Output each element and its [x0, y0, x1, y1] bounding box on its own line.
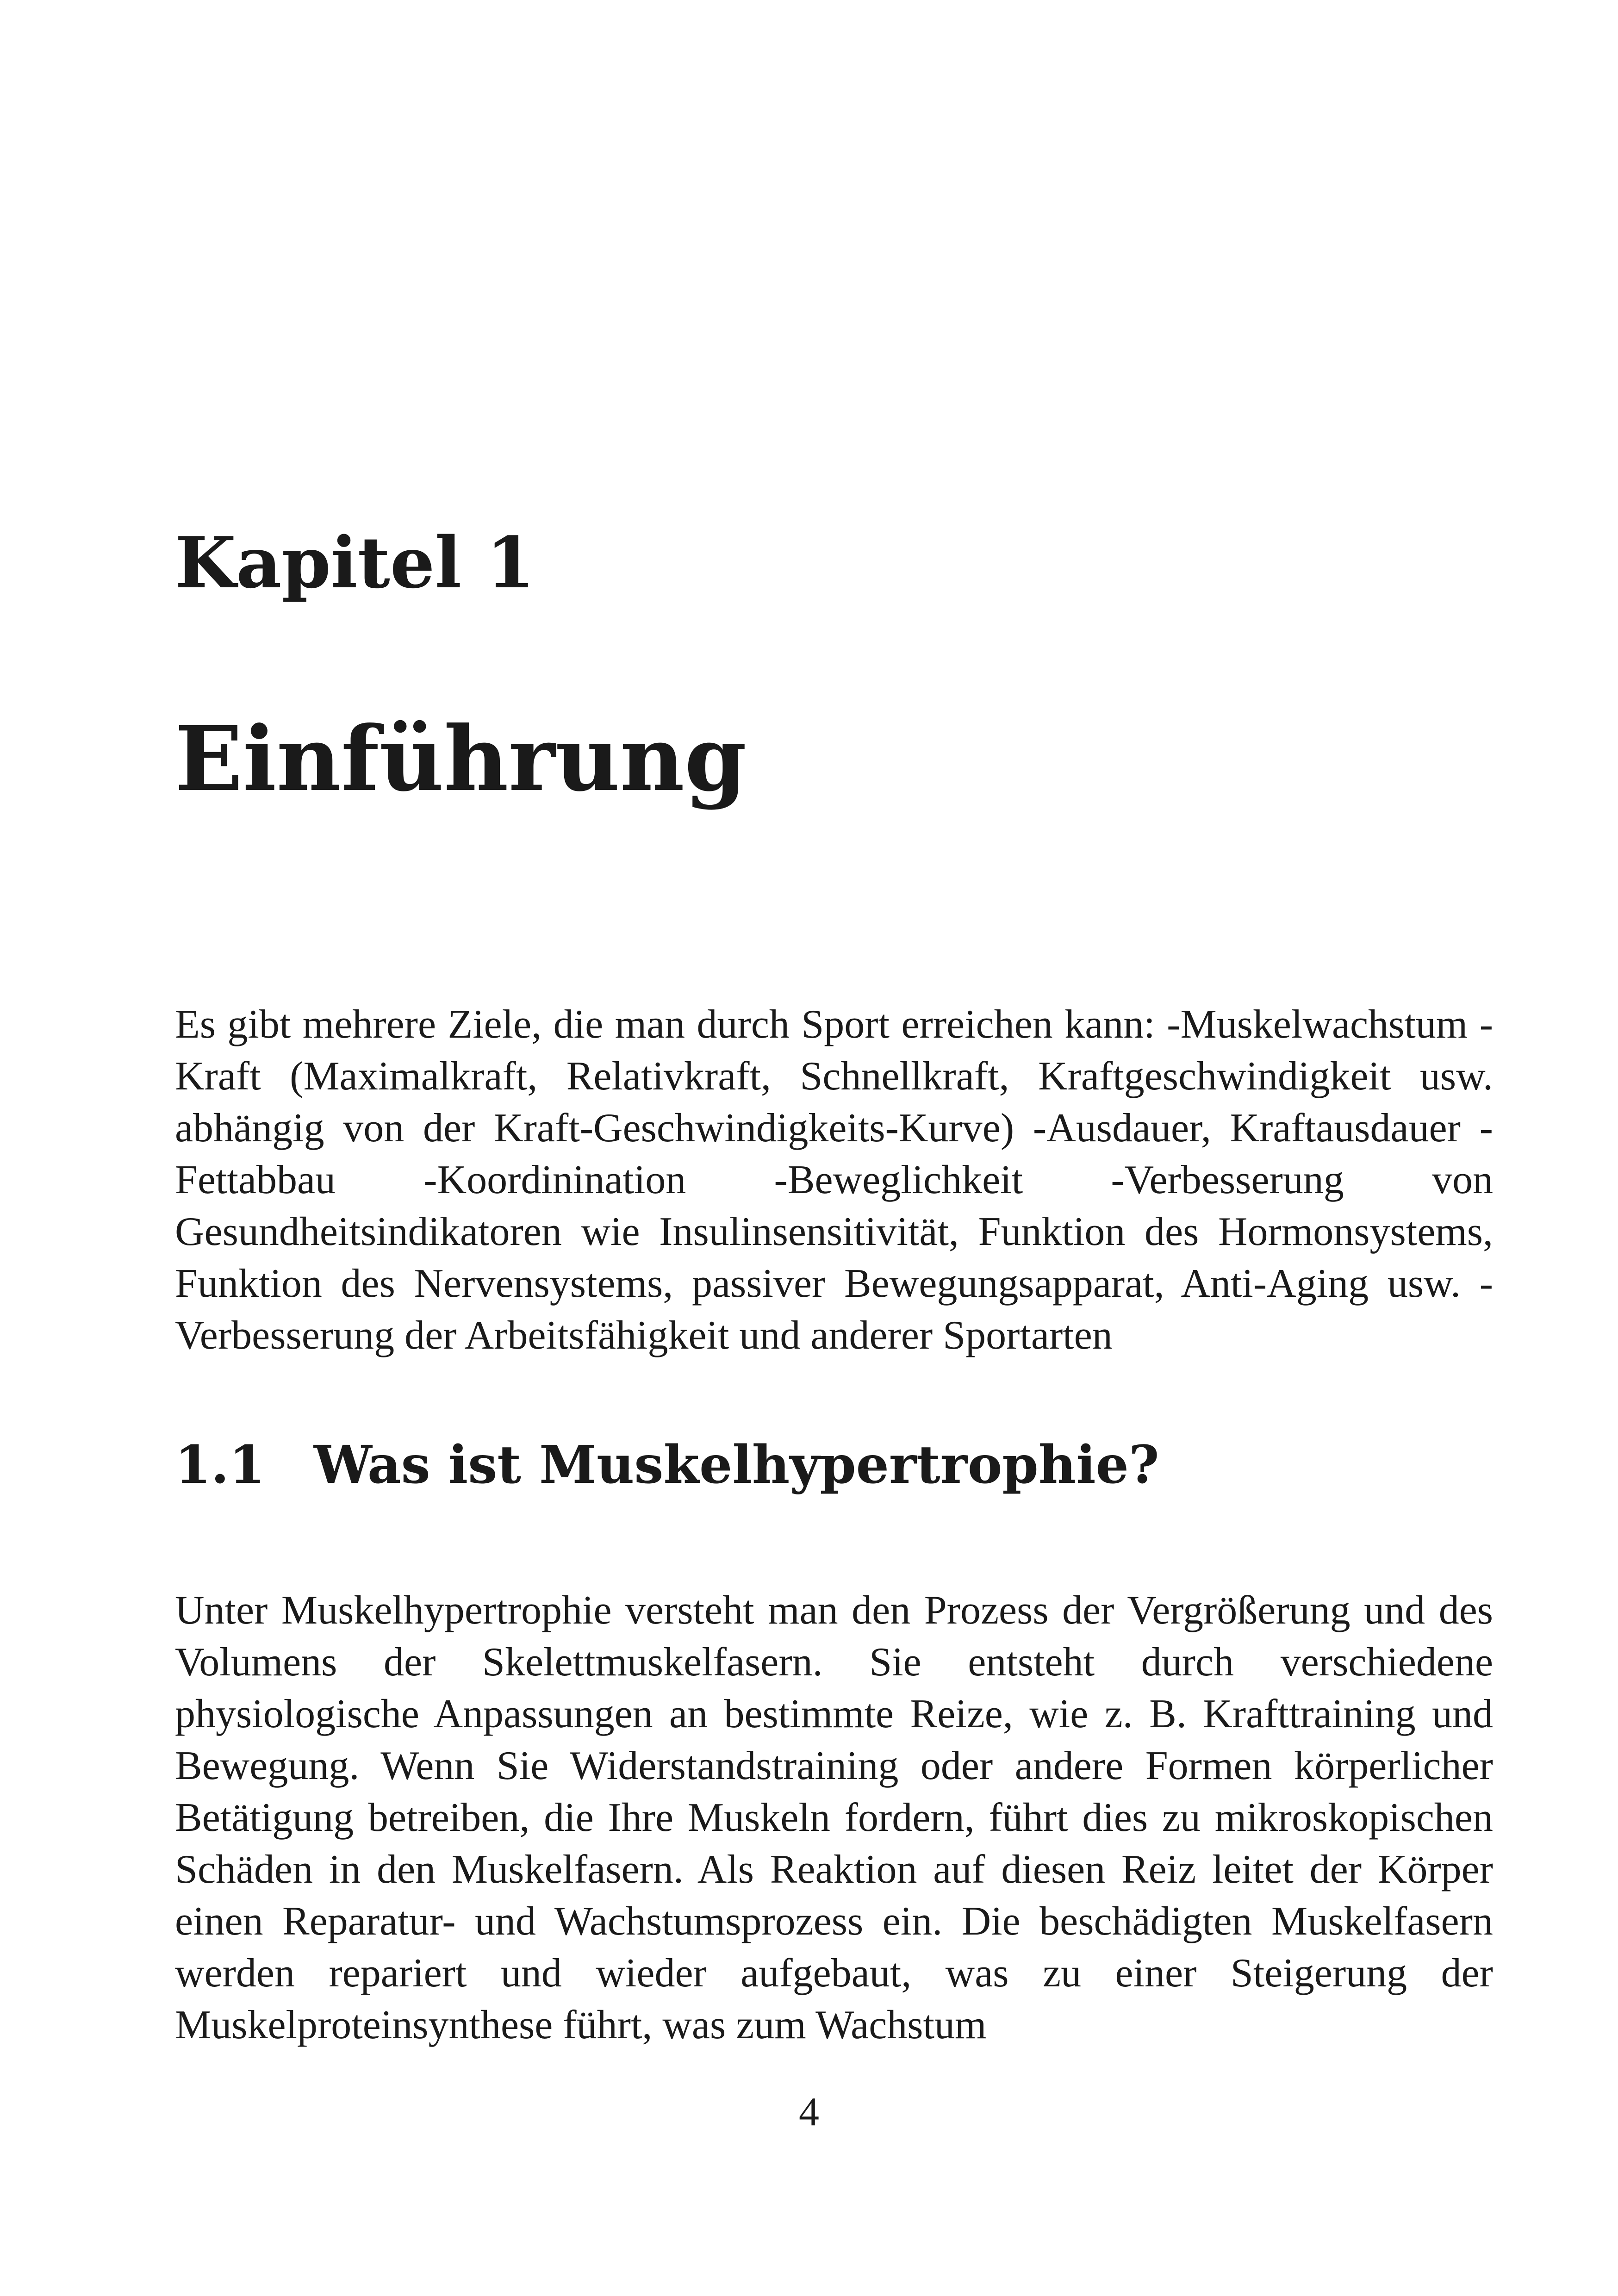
section-heading — [175, 1435, 1159, 1495]
chapter-label: Kapitel 1 — [175, 521, 535, 604]
section-number: 1.1 — [175, 1435, 265, 1495]
section-paragraph: Unter Muskelhypertrophie versteht man den Prozess der Vergrößerung und des Volumens der Skelettmuskelfasern. Sie entsteht durch verschiedene physiologische Anpassungen an bestimmte Reize, wie z. B. Krafttraining und Bewegung. Wenn Sie Widerstandstraining oder andere Formen körperlicher Betätigung betreiben, die Ihre Muskeln fordern, führt dies zu mikroskopischen Schäden in den Muskelfasern. Als Reaktion auf diesen Reiz leitet der Körper einen Reparatur- und Wachstumsprozess ein. Die beschädigten Muskelfasern werden repariert und wieder aufgebaut, was zu einer Steigerung der Muskelproteinsynthese führt, was zum Wachstum — [175, 1588, 1493, 2047]
chapter-title: Einführung — [175, 707, 747, 811]
intro-paragraph: Es gibt mehrere Ziele, die man durch Sport erreichen kann: -Muskelwachstum -Kraft (Maximalkraft, Relativkraft, Schnellkraft, Kraftgeschwindigkeit usw. abhängig von der Kraft-Geschwindigkeits-Kurve) -Ausdauer, Kraftausdauer -Fettabbau -Koordinination -Beweglichkeit -Verbesserung von Gesundheitsindikatoren wie Insulinsensitivität, Funktion des Hormonsystems, Funktion des Nervensystems, passiver Bewegungsapparat, Anti-Aging usw. -Verbesserung der Arbeitsfähigkeit und anderer Sportarten — [175, 1002, 1493, 1358]
section-title: Was ist Muskelhypertrophie? — [314, 1435, 1159, 1495]
page-number: 4 — [799, 2090, 819, 2134]
